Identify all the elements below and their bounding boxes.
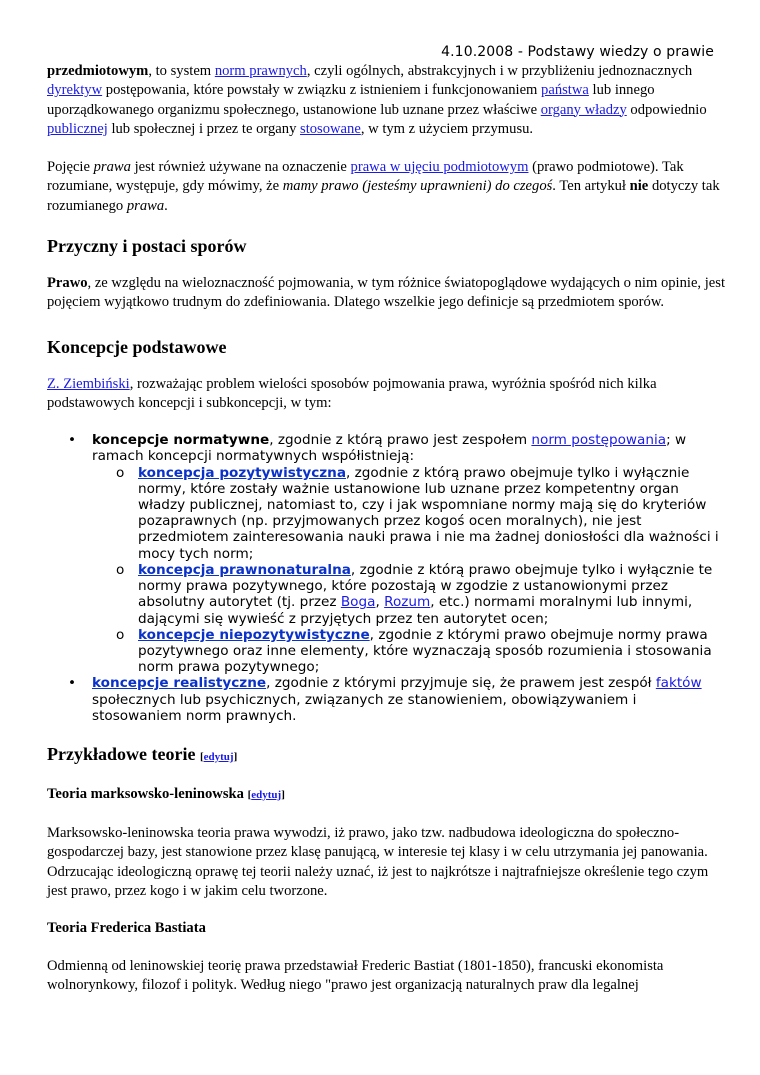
heading-text: Teoria marksowsko-leninowska — [47, 785, 244, 802]
text: postępowania, które powstały w związku z istnieniem i funkcjonowaniem — [102, 82, 542, 99]
edit-section — [200, 751, 237, 763]
circle-bullet-icon: o — [116, 464, 125, 481]
heading-text: Przykładowe teorie — [47, 743, 196, 764]
link-rozum[interactable]: Rozum — [384, 594, 431, 611]
link-organy-wladzy[interactable]: organy władzy — [540, 101, 627, 118]
text: , zgodnie z którą prawo jest zespołem — [269, 432, 532, 449]
text: , czyli ogólnych, abstrakcyjnych i w przybliżeniu jednoznacznych — [306, 63, 693, 79]
link-panstwa[interactable]: państwa — [541, 82, 589, 99]
heading-marx-theory — [47, 785, 727, 805]
sub-concepts-list — [92, 465, 727, 676]
list-item — [116, 626, 727, 676]
text: , zgodnie z którą prawo obejmuje tylko i wyłącznie normy, które zostały ważnie ustanowione lub uznane przez kompetentny organ władzy publicznej, natomiast to, czy i jak wspomniane normy mają się do kryteriów pozaprawnych (np. przyjmowanych przez kogoś ocen moralnych), nie jest przedmiotem zainteresowania nauki prawa i nie ma żadnej doniosłości dla ważności i mocy tych norm; — [138, 464, 719, 562]
link-prawa-podmiotowe[interactable]: prawa w ujęciu podmiotowym — [350, 159, 529, 176]
text: ; w ramach koncepcji normatywnych współistnieją: — [92, 432, 687, 465]
edit-link[interactable]: edytuj — [251, 788, 282, 801]
text: lub społecznej i przez te organy — [107, 120, 301, 137]
link-ziembinski[interactable]: Z. Ziembiński — [47, 375, 130, 392]
text: jest również używane na oznaczenie — [130, 159, 351, 176]
text: , to system — [148, 63, 215, 79]
disputes-paragraph — [47, 274, 727, 313]
list-item — [116, 464, 727, 562]
bastiat-paragraph: Odmienną od leninowskiej teorię prawa przedstawiał Frederic Bastiat (1801-1850), francuski ekonomista wolnorynkowy, filozof i polityk. Według niego "prawo jest organizacją naturalnych praw dla legalnej — [47, 958, 664, 994]
edit-section — [248, 789, 285, 801]
link-dyrektyw[interactable]: dyrektyw — [47, 82, 103, 99]
link-koncepcja-pozytywistyczna[interactable]: koncepcja pozytywistyczna — [138, 464, 347, 481]
text: , ze względu na wieloznaczność pojmowania, w tym różnice światopoglądowe wydających o nim opinie, jest pojęciem wyjątkowo trudnym do zdefiniowania. Dlatego wszelkie jego definicje są przedmiotem sporów. — [47, 275, 725, 311]
list-item — [116, 561, 727, 627]
link-publicznej[interactable]: publicznej — [47, 120, 108, 137]
text-italic: prawa — [126, 197, 165, 214]
text: , rozważając problem wielości sposobów pojmowania prawa, wyróżnia spośród nich kilka podstawowych koncepcji i subkoncepcji, w tym: — [47, 375, 657, 411]
concepts-list — [47, 432, 727, 724]
text: społecznych lub psychicznych, związanych ze stanowieniem, obowiązywaniem i stosowaniem norm prawnych. — [92, 691, 637, 724]
link-norm-prawnych[interactable]: norm prawnych — [214, 63, 307, 79]
text-bold: koncepcje normatywne — [92, 432, 270, 449]
list-item — [68, 432, 727, 676]
text-italic: mamy prawo (jesteśmy uprawnieni) do czegoś — [282, 178, 553, 195]
circle-bullet-icon: o — [116, 561, 125, 578]
subjective-paragraph — [47, 158, 727, 216]
marx-paragraph: Marksowsko-leninowska teoria prawa wywodzi, iż prawo, jako tzw. nadbudowa ideologiczna do społeczno-gospodarczej bazy, jest stanowione przez klasę panującą, w interesie tej klasy i w celu utrzymania jej panowania. Odrzucając ideologiczną oprawę tej teorii należy uznać, iż jest to najkrótsze i najtrafniejsze określenie tego czym jest prawo, przez kogo i w jakim celu tworzone. — [47, 824, 709, 899]
link-boga[interactable]: Boga — [340, 594, 376, 611]
text: , zgodnie z którymi prawo obejmuje normy prawa pozytywnego oraz inne elementy, które wyznaczają sposób rozumienia i stosowania norm prawa pozytywnego; — [138, 626, 712, 676]
text: . — [164, 197, 168, 214]
text: (prawo podmiotowe). Tak rozumiane, występuje, gdy mówimy, że — [47, 159, 684, 195]
article-content — [47, 62, 727, 996]
intro-paragraph — [47, 62, 727, 139]
bullet-icon: • — [68, 432, 77, 449]
bracket: [ — [199, 750, 204, 763]
link-faktow[interactable]: faktów — [655, 675, 702, 692]
text: , etc.) normami moralnymi lub innymi, dającymi się wywieść z przyjętych przez ten autorytet ocen; — [138, 594, 693, 627]
text: , w tym z użyciem przymusu. — [360, 120, 534, 137]
text: . Ten artykuł — [552, 178, 630, 195]
text: lub innego uporządkowanego organizmu społecznego, ustanowione lub uznane przez właściwe — [47, 82, 655, 118]
circle-bullet-icon: o — [116, 626, 125, 643]
text-italic: prawa — [93, 159, 131, 176]
intro-bold: przedmiotowym — [47, 63, 149, 79]
text: , zgodnie z którą prawo obejmuje tylko i wyłącznie te normy prawa pozytywnego, które pozostają w zgodzie z ustanowionymi przez absolutny autorytet (tj. przez — [138, 561, 713, 611]
bracket: [ — [247, 788, 252, 801]
link-koncepcje-niepozytywistyczne[interactable]: koncepcje niepozytywistyczne — [138, 626, 370, 643]
bracket: ] — [233, 750, 238, 763]
text: , zgodnie z którymi przyjmuje się, że prawem jest zespół — [266, 675, 656, 692]
heading-concepts: Koncepcje podstawowe — [47, 336, 227, 357]
link-koncepcje-realistyczne[interactable]: koncepcje realistyczne — [92, 675, 267, 692]
heading-disputes: Przyczny i postaci sporów — [47, 236, 247, 257]
link-norm-postepowania[interactable]: norm postępowania — [531, 432, 667, 449]
text: Pojęcie — [47, 159, 94, 176]
list-item — [68, 675, 727, 724]
link-stosowane[interactable]: stosowane — [300, 120, 361, 137]
bracket: ] — [281, 788, 285, 801]
text: dotyczy tak rozumianego — [47, 178, 720, 214]
bullet-icon: • — [68, 675, 77, 692]
heading-bastiat-theory: Teoria Frederica Bastiata — [47, 920, 206, 937]
heading-theories — [47, 743, 727, 768]
text-bold: Prawo — [47, 275, 88, 292]
page-header: 4.10.2008 - Podstawy wiedzy o prawie — [441, 44, 714, 60]
text: odpowiednio — [626, 101, 707, 118]
link-koncepcja-prawnonaturalna[interactable]: koncepcja prawnonaturalna — [138, 561, 351, 578]
text: , — [375, 594, 385, 611]
concepts-intro — [47, 375, 727, 414]
edit-link[interactable]: edytuj — [203, 750, 234, 763]
text-bold: nie — [629, 178, 649, 195]
